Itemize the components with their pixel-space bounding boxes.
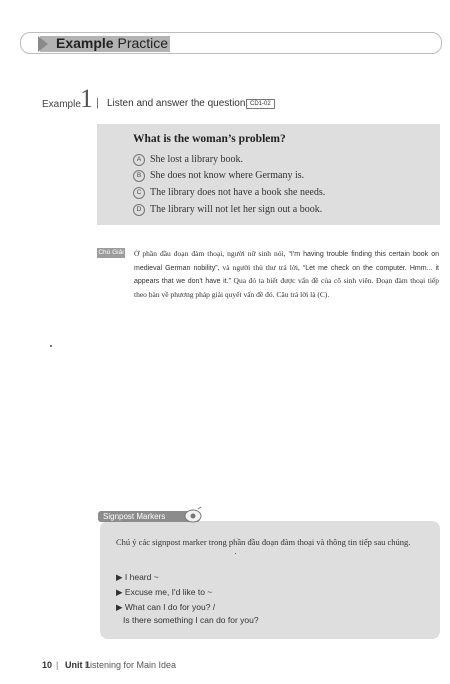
page-number: 10 <box>42 660 53 670</box>
footer-unit: Unit 1 <box>65 660 91 670</box>
option-c <box>133 187 325 199</box>
option-b <box>133 170 304 182</box>
option-c-text: The library does not have a book she needs. <box>150 187 326 198</box>
option-b-text: She does not know where Germany is. <box>150 170 305 181</box>
speaker-icon <box>181 506 203 524</box>
explanation-part-2: , và người thủ thư trả lời, <box>217 262 300 272</box>
signpost-item: Is there something I can do for you? <box>123 615 259 625</box>
example-separator: | <box>96 97 99 109</box>
footer-separator: | <box>56 660 59 670</box>
option-a-marker: A <box>133 154 145 166</box>
signpost-item: ▶ Excuse me, I'd like to ~ <box>116 587 213 597</box>
signpost-title: Signpost Markers <box>103 512 166 521</box>
explanation-quote-2: “Let me check on the computer. Hmm... it appears that we don't have it.” <box>134 264 439 286</box>
option-a <box>133 154 243 166</box>
section-title <box>56 35 168 51</box>
option-d-marker: D <box>133 204 145 216</box>
header-arrow-icon <box>38 36 48 52</box>
option-c-marker: C <box>133 187 145 199</box>
option-d <box>133 204 322 216</box>
section-title-bold: Example <box>56 35 114 51</box>
explanation-quote-1: “I'm having trouble finding this certain book on medieval German nobility” <box>134 251 439 272</box>
example-instruction: Listen and answer the question. <box>107 98 249 109</box>
stray-mark <box>235 553 236 554</box>
footer-topic: Listening for Main Idea <box>85 660 177 670</box>
example-label: Example <box>42 99 81 110</box>
question-prompt: What is the woman’s problem? <box>133 133 286 145</box>
example-number: 1 <box>80 84 93 113</box>
signpost-item: ▶ I heard ~ <box>116 572 159 582</box>
signpost-intro: Chú ý các signpost marker trong phần đầu đoạn đàm thoại và thông tin tiếp sau chúng. <box>116 537 411 547</box>
audio-track-badge: CD1-02 <box>246 99 275 109</box>
signpost-item: ▶ What can I do for you? / <box>116 602 216 612</box>
option-b-marker: B <box>133 170 145 182</box>
explanation-part-3: Qua đó ta biết được vấn đề của cô sinh viên. Đoạn đàm thoại tiếp theo bàn về phương pháp giải quyết vấn đề đó. Câu trả lời là (C). <box>134 276 439 299</box>
option-a-text: She lost a library book. <box>150 154 244 165</box>
section-title-rest: Practice <box>117 35 169 51</box>
stray-mark <box>50 345 52 347</box>
explanation-part-1: Ở phần đầu đoạn đàm thoại, người nữ sinh nói, <box>134 249 286 258</box>
explanation-badge: Chú Giải <box>98 249 124 256</box>
explanation-text <box>134 248 439 302</box>
option-d-text: The library will not let her sign out a book. <box>150 204 323 215</box>
